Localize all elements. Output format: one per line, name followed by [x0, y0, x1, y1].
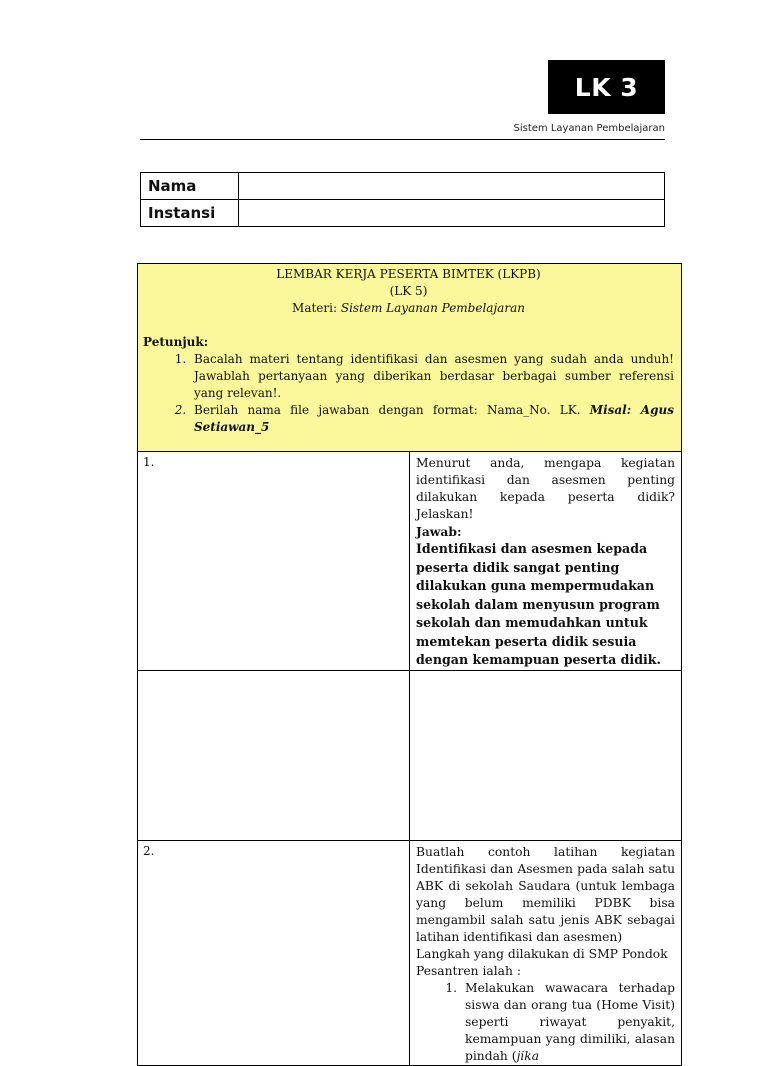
- petunjuk-label: Petunjuk:: [143, 335, 209, 349]
- step-item-1: 1. Melakukan wawacara terhadap siswa dan orang tua (Home Visit) seperti riwayat penyakit, kemampuan yang dimiliki, alasan pindah (jika: [461, 980, 675, 1065]
- blank-row: [138, 670, 682, 840]
- blank-answer-cell: [410, 670, 682, 840]
- petunjuk-item-2: 2. Berilah nama file jawaban dengan format: Nama_No. LK. Misal: Agus Setiawan_5: [190, 402, 674, 436]
- worksheet-title: LEMBAR KERJA PESERTA BIMTEK (LKPB): [276, 267, 541, 281]
- institution-label: Instansi: [141, 200, 239, 227]
- steps-intro: Langkah yang dilakukan di SMP Pondok Pesantren ialah :: [416, 946, 668, 978]
- question-2-row: [138, 840, 682, 1065]
- question-2-number: 2.: [138, 840, 410, 1065]
- institution-value[interactable]: [239, 200, 665, 227]
- lk-badge: LK 3: [548, 60, 665, 114]
- question-2-text: Buatlah contoh latihan kegiatan Identifikasi dan Asesmen pada salah satu ABK di sekolah Saudara (untuk lembaga yang belum memiliki PDBK bisa mengambil salah satu jenis ABK sebagai latihan identifikasi dan asesmen): [416, 844, 675, 944]
- question-1-cell: [410, 452, 682, 671]
- document-subtitle: Sistem Layanan Pembelajaran: [513, 123, 665, 134]
- header-divider: [140, 139, 665, 140]
- materi-value: Sistem Layanan Pembelajaran: [340, 301, 525, 315]
- question-1-row: [138, 452, 682, 671]
- question-1-answer: Identifikasi dan asesmen kepada peserta didik sangat penting dilakukan guna mempermudakan sekolah dalam menyusun program sekolah dan memudahkan untuk memtekan peserta didik sesuia dengan kemampuan peserta didik.: [416, 541, 661, 667]
- question-2-cell: [410, 840, 682, 1065]
- name-row: [141, 173, 665, 200]
- steps-list: [416, 980, 675, 1065]
- materi-label: Materi:: [292, 301, 338, 315]
- petunjuk-item-1: 1. Bacalah materi tentang identifikasi dan asesmen yang sudah anda unduh! Jawablah pertanyaan yang diberikan berdasar berbagai sumber referensi yang relevan!.: [190, 351, 674, 402]
- petunjuk-list: [143, 351, 674, 436]
- identity-table: [140, 172, 665, 227]
- answer-label: Jawab:: [416, 524, 462, 539]
- name-label: Nama: [141, 173, 239, 200]
- worksheet-table: [137, 263, 682, 1066]
- blank-number-cell: [138, 670, 410, 840]
- institution-row: [141, 200, 665, 227]
- question-1-text: Menurut anda, mengapa kegiatan identifikasi dan asesmen penting dilakukan kepada peserta didik? Jelaskan!: [416, 456, 675, 521]
- petunjuk-example: Misal: Agus Setiawan_5: [194, 403, 674, 434]
- worksheet-header-row: [138, 264, 682, 452]
- worksheet-materi: [143, 300, 674, 317]
- worksheet-code: (LK 5): [389, 284, 428, 298]
- name-value[interactable]: [239, 173, 665, 200]
- worksheet-header-cell: [138, 264, 682, 452]
- question-1-number: 1.: [138, 452, 410, 671]
